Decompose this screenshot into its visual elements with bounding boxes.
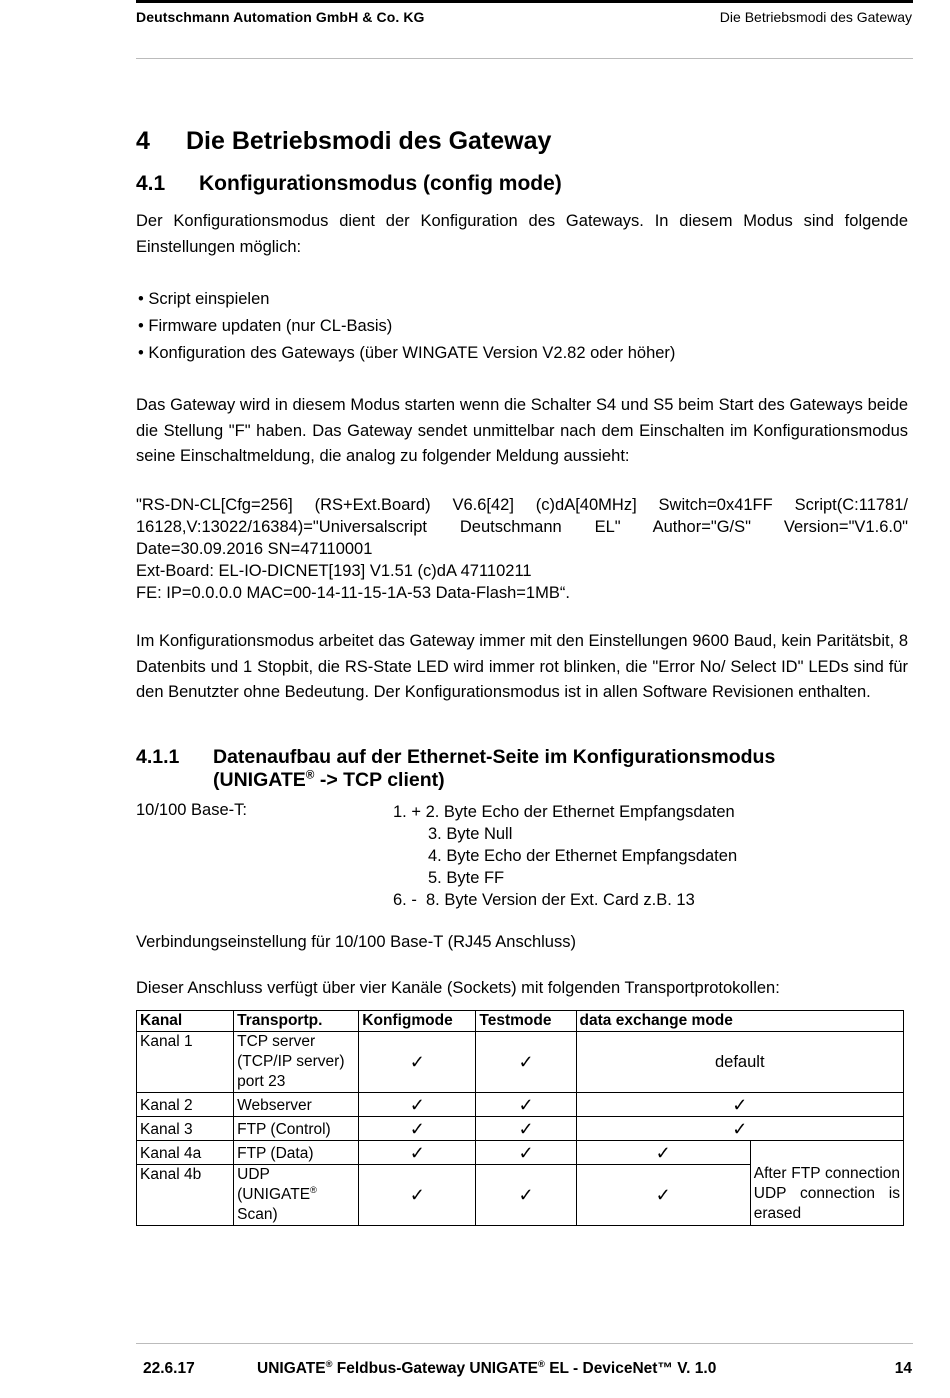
check-icon: ✓ xyxy=(476,1165,576,1226)
check-icon: ✓ xyxy=(476,1117,576,1141)
mode-paragraph: Im Konfigurationsmodus arbeitet das Gateway immer mit den Einstellungen 9600 Baud, kein Paritätsbit, 8 Datenbits und 1 Stopbit, die RS-State LED wird immer rot blinken, die "Error No/ Select ID" LEDs sind für den Benutzter ohne Bedeutung. Der Konfigurationsmodus ist in allen Software Revisionen enthalten. xyxy=(136,632,908,701)
bullet-item: • Script einspielen xyxy=(138,290,270,308)
table-row xyxy=(137,1117,904,1141)
header-cell: Testmode xyxy=(476,1011,576,1032)
bullet-item: • Firmware updaten (nur CL-Basis) xyxy=(138,317,393,335)
subsection-title-line1: Datenaufbau auf der Ethernet-Seite im Konfigurationsmodus xyxy=(213,746,776,768)
bullet-item: • Konfiguration des Gateways (über WINGATE Version V2.82 oder höher) xyxy=(138,344,676,362)
header-divider xyxy=(136,58,913,59)
chapter-number: 4 xyxy=(136,127,150,155)
message-line: FE: IP=0.0.0.0 MAC=00-14-11-15-1A-53 Data-Flash=1MB“. xyxy=(136,584,570,602)
check-icon: ✓ xyxy=(576,1093,903,1117)
transport-cell: TCP server (TCP/IP server) port 23 xyxy=(234,1032,359,1093)
message-line: Ext-Board: EL-IO-DICNET[193] V1.51 (c)dA 47110211 xyxy=(136,562,532,580)
bullet-text: Konfiguration des Gateways (über WINGATE Version V2.82 oder höher) xyxy=(148,344,676,362)
byte-line: 4. Byte Echo der Ethernet Empfangsdaten xyxy=(428,847,738,865)
subsection-number: 4.1.1 xyxy=(136,746,180,768)
header-cell: Transportp. xyxy=(234,1011,359,1032)
connection-setting-line: Verbindungseinstellung für 10/100 Base-T (RJ45 Anschluss) xyxy=(136,933,576,951)
check-icon: ✓ xyxy=(476,1032,576,1093)
start-paragraph: Das Gateway wird in diesem Modus starten wenn die Schalter S4 und S5 beim Start des Gateways beide die Stellung "F" haben. Das Gateway sendet unmittelbar nach dem Einschalten im Konfigurationsmodus seine Einschaltmeldung, die analog zu folgender Meldung aussieht: xyxy=(136,396,908,465)
check-icon: ✓ xyxy=(359,1117,476,1141)
ftp-note-cell: After FTP connection UDP connection is erased xyxy=(750,1141,903,1226)
message-line: "RS-DN-CL[Cfg=256] (RS+Ext.Board) V6.6[42] (c)dA[40MHz] Switch=0x41FF Script(C:11781/ 16128,V:13022/16384)="Universalscript Deutschmann EL" Author="G/S" Version="V1.6.0" Date=30.09.2016 SN=47110001 xyxy=(136,496,908,558)
startup-message xyxy=(136,494,908,604)
bullet-text: Script einspielen xyxy=(148,290,270,308)
channel-cell: Kanal 2 xyxy=(137,1093,234,1117)
byte-line: 5. Byte FF xyxy=(428,869,505,887)
header-company: Deutschmann Automation GmbH & Co. KG xyxy=(136,9,425,25)
channel-cell: Kanal 4b xyxy=(137,1165,234,1226)
check-icon: ✓ xyxy=(359,1165,476,1226)
transport-cell: UDP (UNIGATE® Scan) xyxy=(234,1165,359,1226)
registered-mark: ® xyxy=(538,1358,545,1369)
byte-line: 6. - 8. Byte Version der Ext. Card z.B. 13 xyxy=(393,891,695,909)
table-row xyxy=(137,1141,904,1165)
check-icon: ✓ xyxy=(476,1093,576,1117)
page-number: 14 xyxy=(894,1360,912,1377)
check-icon: ✓ xyxy=(576,1117,903,1141)
table-row xyxy=(137,1093,904,1117)
footer-title: UNIGATE® Feldbus-Gateway UNIGATE® EL - DeviceNet™ V. 1.0 xyxy=(257,1358,717,1377)
registered-mark: ® xyxy=(305,768,315,782)
transport-cell: Webserver xyxy=(234,1093,359,1117)
header-cell: Kanal xyxy=(137,1011,234,1032)
transport-cell: FTP (Data) xyxy=(234,1141,359,1165)
header-cell: Konfigmode xyxy=(359,1011,476,1032)
channel-cell: Kanal 4a xyxy=(137,1141,234,1165)
subsection-title-line2: (UNIGATE xyxy=(213,769,306,791)
check-icon: ✓ xyxy=(576,1165,750,1226)
intro-paragraph: Der Konfigurationsmodus dient der Konfiguration des Gateways. In diesem Modus sind folgende Einstellungen möglich: xyxy=(136,212,908,256)
subsection-heading xyxy=(136,746,775,792)
table-header-row xyxy=(137,1011,904,1032)
byte-line: 3. Byte Null xyxy=(428,825,513,843)
sockets-line: Dieser Anschluss verfügt über vier Kanäle (Sockets) mit folgenden Transportprotokollen: xyxy=(136,979,780,997)
check-icon: ✓ xyxy=(576,1141,750,1165)
check-icon: ✓ xyxy=(476,1141,576,1165)
base-t-label: 10/100 Base-T: xyxy=(136,801,247,819)
channel-cell: Kanal 1 xyxy=(137,1032,234,1093)
registered-mark: ® xyxy=(325,1358,333,1369)
bullet-text: Firmware updaten (nur CL-Basis) xyxy=(148,317,393,335)
footer-divider xyxy=(136,1343,913,1344)
channel-cell: Kanal 3 xyxy=(137,1117,234,1141)
header-cell: data exchange mode xyxy=(576,1011,903,1032)
byte-layout-list xyxy=(393,801,737,911)
check-icon: ✓ xyxy=(359,1093,476,1117)
registered-mark: ® xyxy=(310,1184,317,1195)
header-top-rule xyxy=(136,0,913,3)
header-section: Die Betriebsmodi des Gateway xyxy=(719,9,912,25)
table-row xyxy=(137,1032,904,1093)
chapter-title: Die Betriebsmodi des Gateway xyxy=(186,127,552,155)
section-heading xyxy=(136,172,562,196)
section-title: Konfigurationsmodus (config mode) xyxy=(199,172,562,195)
check-icon: ✓ xyxy=(359,1032,476,1093)
check-icon: ✓ xyxy=(359,1141,476,1165)
chapter-heading xyxy=(136,127,551,156)
subsection-title-line2-tail: -> TCP client) xyxy=(314,769,445,791)
channel-table xyxy=(136,1010,904,1226)
section-number: 4.1 xyxy=(136,172,166,195)
byte-line: 1. + 2. Byte Echo der Ethernet Empfangsdaten xyxy=(393,803,735,821)
transport-cell: FTP (Control) xyxy=(234,1117,359,1141)
data-exchange-cell: default xyxy=(576,1032,903,1093)
footer-date: 22.6.17 xyxy=(143,1360,195,1377)
